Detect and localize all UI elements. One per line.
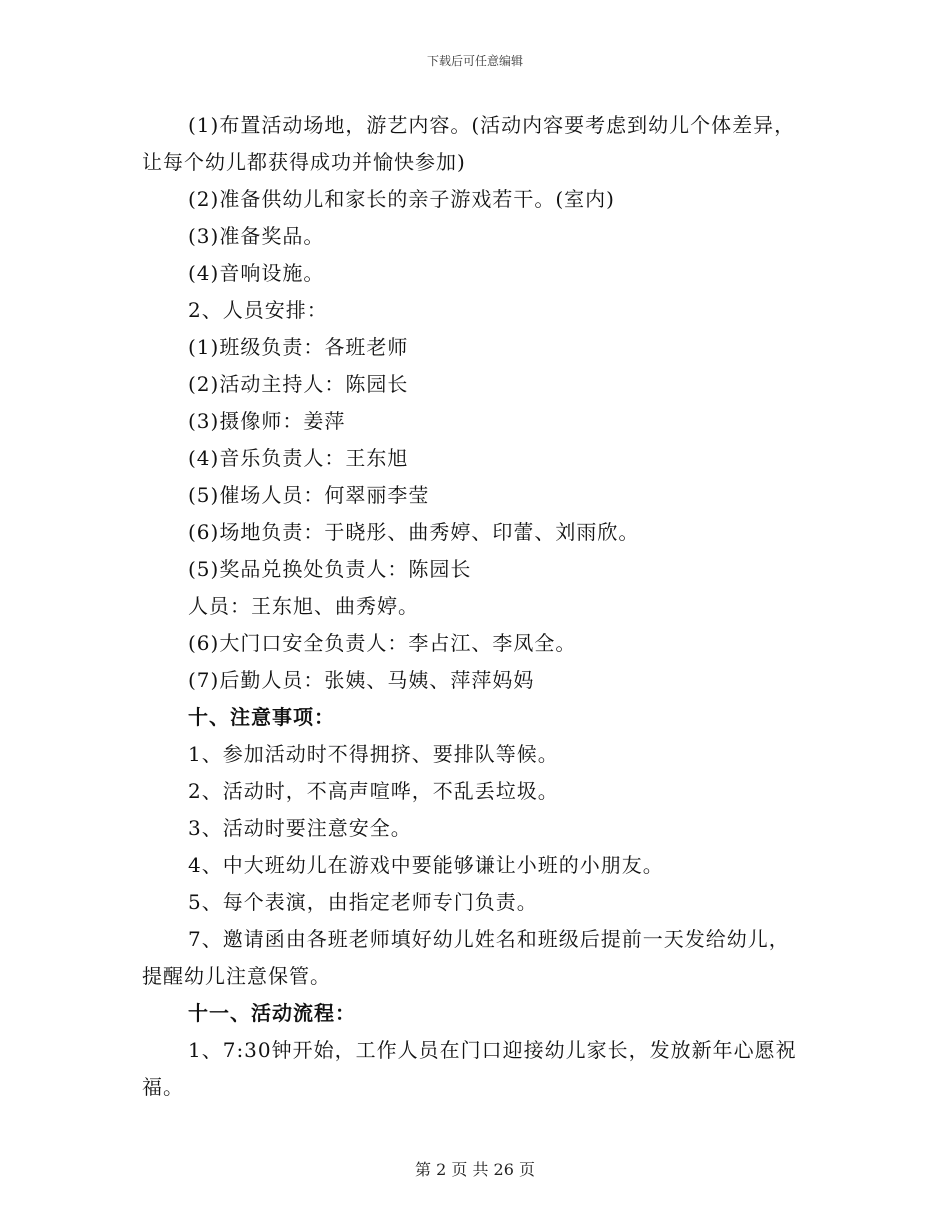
section-heading: 十一、活动流程： xyxy=(188,1001,356,1025)
text-line: (4)音乐负责人：王东旭 xyxy=(188,446,409,470)
text-line: (1)布置活动场地，游艺内容。(活动内容要考虑到幼儿个体差异， xyxy=(188,113,796,137)
section-heading: 十、注意事项： xyxy=(188,705,335,729)
text-line: (3)准备奖品。 xyxy=(188,224,325,248)
text-line: 让每个幼儿都获得成功并愉快参加) xyxy=(142,150,466,174)
text-line: (3)摄像师：姜萍 xyxy=(188,409,346,433)
text-line: (4)音响设施。 xyxy=(188,261,325,285)
text-line: 提醒幼儿注意保管。 xyxy=(142,964,331,988)
text-line: (5)奖品兑换处负责人：陈园长 xyxy=(188,557,472,581)
page-footer: 第 2 页 共 26 页 xyxy=(415,1160,535,1179)
text-line: (6)场地负责：于晓彤、曲秀婷、印蕾、刘雨欣。 xyxy=(188,520,640,544)
text-line: (6)大门口安全负责人：李占江、李凤全。 xyxy=(188,631,577,655)
text-line: 3、活动时要注意安全。 xyxy=(188,816,412,840)
text-line: (5)催场人员：何翠丽李莹 xyxy=(188,483,430,507)
text-line: 2、活动时，不高声喧哗，不乱丢垃圾。 xyxy=(188,779,559,803)
document-body xyxy=(142,107,814,1106)
text-line: (2)活动主持人：陈园长 xyxy=(188,372,409,396)
text-line: (1)班级负责：各班老师 xyxy=(188,335,409,359)
text-line: 4、中大班幼儿在游戏中要能够谦让小班的小朋友。 xyxy=(188,853,664,877)
text-line: 1、7:30钟开始，工作人员在门口迎接幼儿家长，发放新年心愿祝 xyxy=(188,1038,797,1062)
text-line: 人员：王东旭、曲秀婷。 xyxy=(188,594,419,618)
text-line: (2)准备供幼儿和家长的亲子游戏若干。(室内) xyxy=(188,187,615,211)
text-line: 2、人员安排： xyxy=(188,298,328,322)
text-line: 福。 xyxy=(142,1075,184,1099)
text-line: 7、邀请函由各班老师填好幼儿姓名和班级后提前一天发给幼儿， xyxy=(188,927,790,951)
text-line: 5、每个表演，由指定老师专门负责。 xyxy=(188,890,538,914)
page-header: 下载后可任意编辑 xyxy=(426,54,523,68)
text-line: (7)后勤人员：张姨、马姨、萍萍妈妈 xyxy=(188,668,535,692)
text-line: 1、参加活动时不得拥挤、要排队等候。 xyxy=(188,742,559,766)
